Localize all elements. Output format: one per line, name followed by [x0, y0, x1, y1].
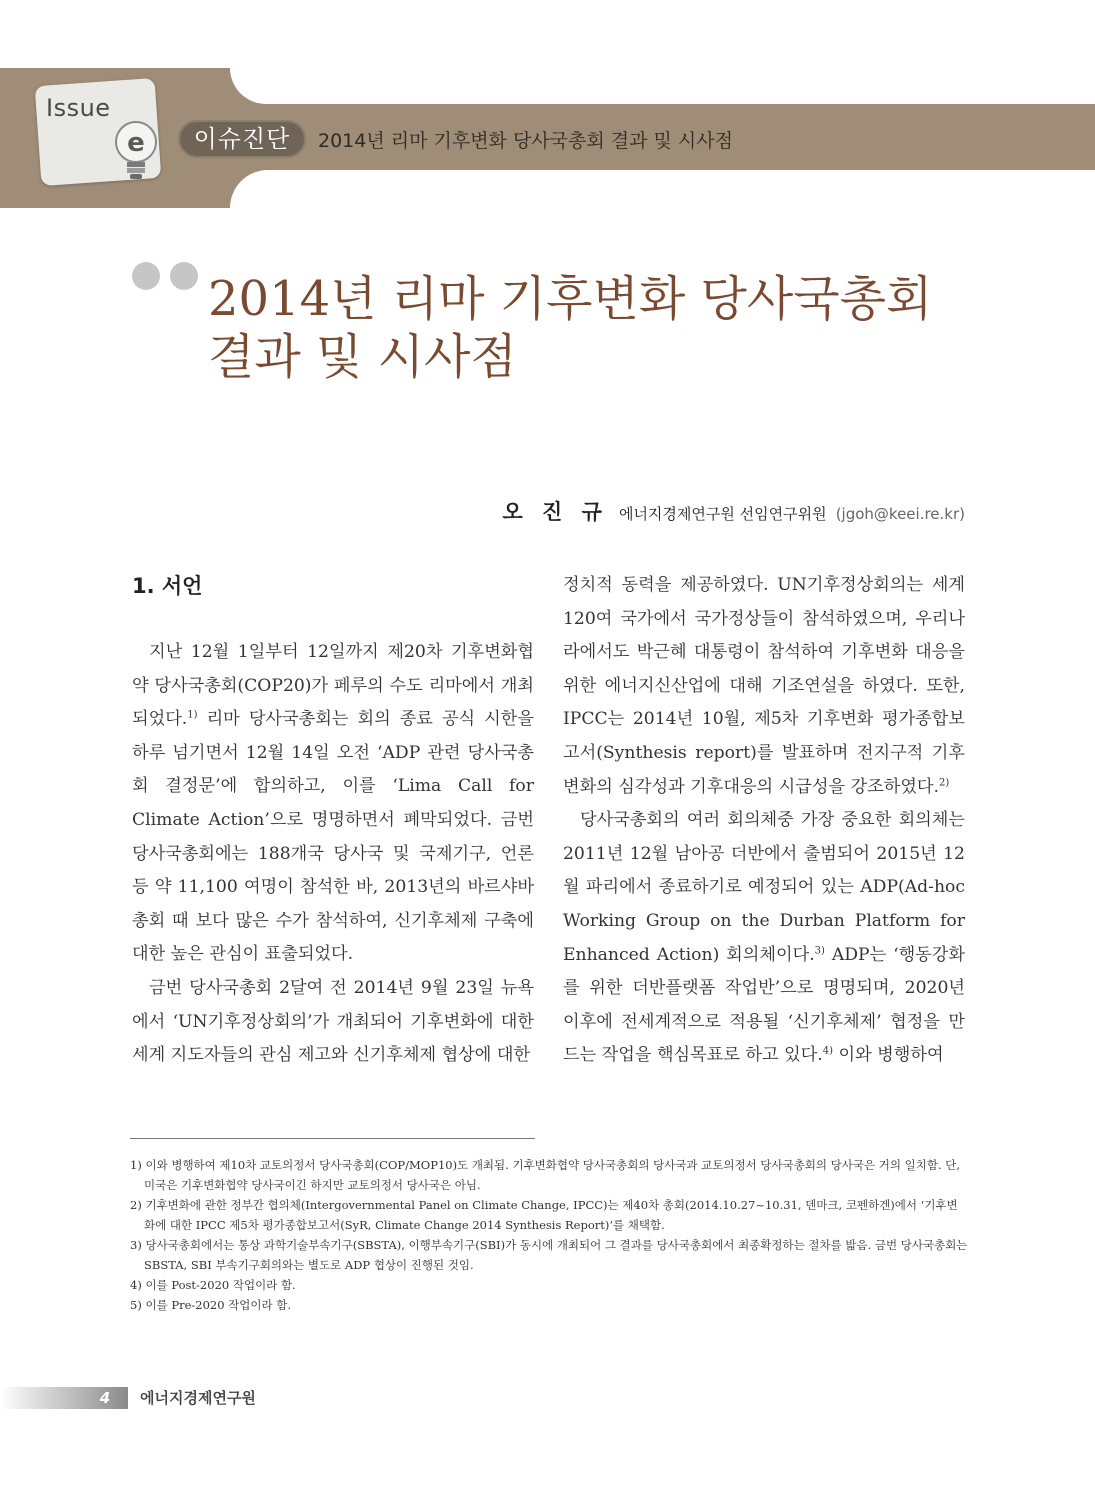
paragraph: 금번 당사국총회 2달여 전 2014년 9월 23일 뉴욕에서 ‘UN기후정상회의’가 개최되어 기후변화에 대한 세계 지도자들의 관심 제고와 신기후체제 협상에 대한: [132, 977, 534, 1066]
footnote: 3) 당사국총회에서는 통상 과학기술부속기구(SBSTA), 이행부속기구(SBI)가 동시에 개최되어 그 결과를 당사국총회에서 최종확정하는 절차를 밟음. 금번 당사국총회는 SBSTA, SBI 부속기구회의와는 별도로 ADP 협상이 진행된 것임.: [130, 1238, 968, 1272]
section-label-pill: 이슈진단: [178, 120, 306, 158]
footnote: 4) 이를 Post-2020 작업이라 함.: [130, 1278, 296, 1292]
article-title: [208, 270, 1028, 386]
footnote: 2) 기후변화에 관한 정부간 협의체(Intergovernmental Panel on Climate Change, IPCC)는 제40차 총회(2014.10.27~10.31, 덴마크, 코펜하겐)에서 ‘기후변화에 대한 IPCC 제5차 평가종합보고서(SyR, Climate Change 2014 Synthesis Report)’를 채택함.: [130, 1198, 958, 1232]
footer-organization: 에너지경제연구원: [140, 1389, 256, 1407]
footnote: 5) 이를 Pre-2020 작업이라 함.: [130, 1298, 292, 1312]
svg-text:e: e: [127, 128, 145, 158]
footnote-ref: 1): [187, 709, 198, 721]
article-title-line-1: 2014년 리마 기후변화 당사국총회: [208, 271, 933, 327]
section-heading: 1. 서언: [132, 574, 203, 598]
footnotes: [130, 1155, 968, 1315]
author-line: [502, 496, 965, 526]
article-title-line-2: 결과 및 시사점: [208, 329, 517, 385]
footnote-divider: [130, 1138, 535, 1139]
footnote-ref: 3): [814, 944, 825, 956]
issue-logo-text: Issue: [46, 94, 111, 122]
author-affiliation: 에너지경제연구원 선임연구위원: [618, 505, 827, 523]
paragraph: 당사국총회의 여러 회의체중 가장 중요한 회의체는 2011년 12월 남아공 더반에서 출범되어 2015년 12월 파리에서 종료하기로 예정되어 있는 ADP(Ad-hoc Working Group on the Durban Platform for Enhanced Action) 회의체이다.$^{3)}$ ADP는 ‘행동강화를 위한 더반플랫폼 작업반’으로 명명되며, 2020년 이후에 전세계적으로 적용될 ‘신기후체제’ 협정을 만드는 작업을 핵심목표로 하고 있다.$^{4)}$ 이와 병행하여: [563, 810, 965, 1066]
body-column-left: [132, 636, 534, 1073]
author-name: 오 진 규: [502, 500, 608, 524]
page-number: 4: [99, 1389, 111, 1407]
body-column-right: [563, 569, 965, 1073]
lightbulb-icon: [112, 118, 168, 182]
paragraph: 지난 12월 1일부터 12일까지 제20차 기후변화협약 당사국총회(COP20)가 페루의 수도 리마에서 개최되었다.$^{1)}$ 리마 당사국총회는 회의 종료 공식 시한을 하루 넘기면서 12월 14일 오전 ‘ADP 관련 당사국총회 결정문’에 합의하고, 이를 ‘Lima Call for Climate Action’으로 명명하면서 폐막되었다. 금번 당사국총회에는 188개국 당사국 및 국제기구, 언론 등 약 11,100 여명이 참석한 바, 2013년의 바르샤바 총회 때 보다 많은 수가 참석하여, 신기후체제 구축에 대한 높은 관심이 표출되었다.: [132, 642, 534, 965]
footnote-ref: 4): [822, 1045, 834, 1057]
author-email: (jgoh@keei.re.kr): [835, 505, 965, 523]
footnote-ref: 2): [939, 776, 950, 788]
header-band-curve-bottom: [230, 170, 1095, 208]
title-bullet-dots: [132, 262, 208, 294]
header-band-curve-top: [230, 68, 1095, 104]
paragraph: 정치적 동력을 제공하였다. UN기후정상회의는 세계 120여 국가에서 국가정상들이 참석하였으며, 우리나라에서도 박근혜 대통령이 참석하여 기후변화 대응을 위한 에너지신산업에 대해 기조연설을 하였다. 또한, IPCC는 2014년 10월, 제5차 기후변화 평가종합보고서(Synthesis report)를 발표하며 전지구적 기후변화의 심각성과 기후대응의 시급성을 강조하였다.$^{2)}$: [563, 575, 965, 797]
running-title: 2014년 리마 기후변화 당사국총회 결과 및 시사점: [318, 130, 733, 152]
footnote: 1) 이와 병행하여 제10차 교토의정서 당사국총회(COP/MOP10)도 개최됨. 기후변화협약 당사국총회의 당사국과 교토의정서 당사국총회의 당사국은 거의 일치함. 단, 미국은 기후변화협약 당사국이긴 하지만 교토의정서 당사국은 아님.: [130, 1158, 961, 1192]
